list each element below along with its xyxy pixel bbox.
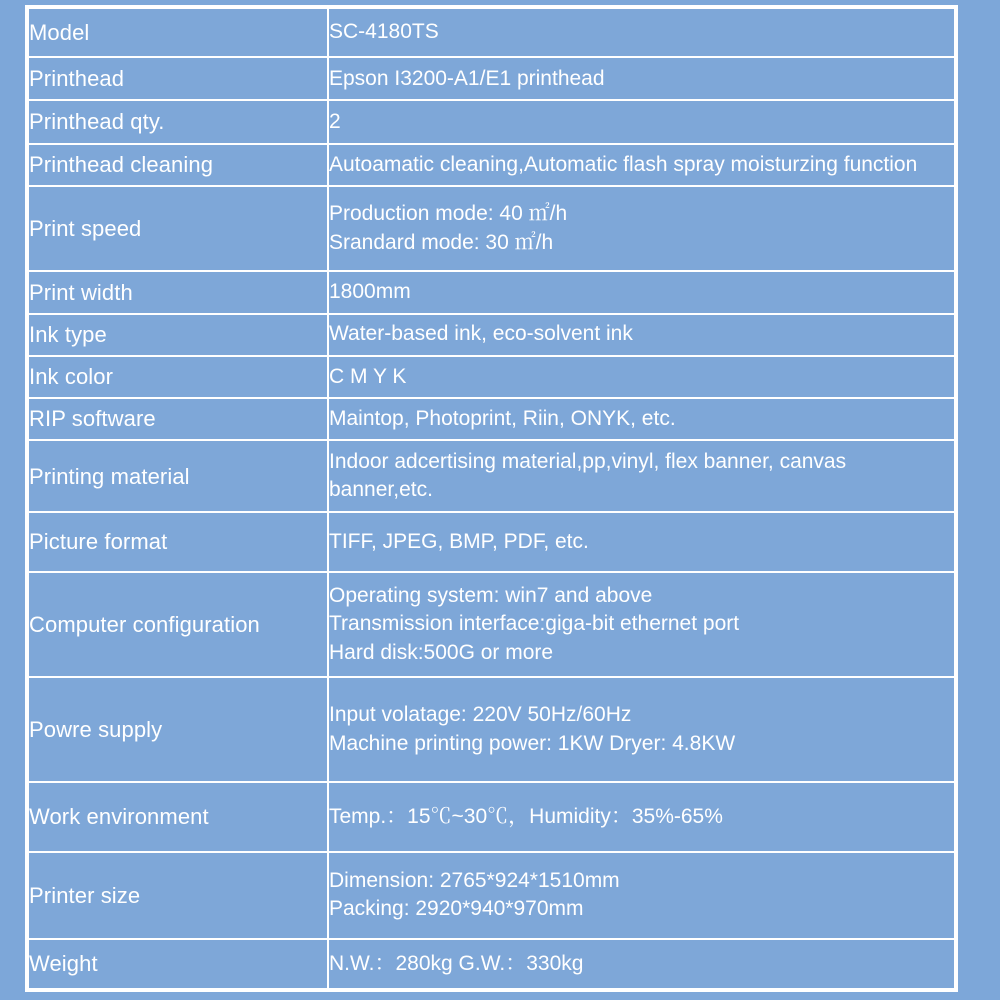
table-row (28, 8, 955, 57)
spec-value-line: 2 (329, 109, 341, 133)
spec-value-line: Srandard mode: 30 ㎡/h (329, 230, 554, 254)
spec-value-line: Production mode: 40 ㎡/h (329, 202, 568, 226)
spec-label-cell (28, 271, 328, 313)
spec-value-line: Machine printing power: 1KW Dryer: 4.8KW (329, 731, 736, 755)
spec-label-text: Model (29, 19, 90, 45)
spec-label-text: Work environment (29, 804, 209, 830)
spec-label-text: Weight (29, 951, 98, 977)
spec-value-line: Hard disk:500G or more (329, 640, 554, 664)
spec-value-line: 1800mm (329, 280, 411, 304)
spec-label-text: Printhead (29, 66, 125, 92)
spec-label-cell (28, 100, 328, 143)
spec-value-line: Input volatage: 220V 50Hz/60Hz (329, 703, 632, 727)
spec-value-line: Water-based ink, eco-solvent ink (329, 322, 633, 346)
spec-label-cell (28, 8, 328, 57)
spec-value-line: Operating system: win7 and above (329, 584, 653, 608)
table-row (28, 440, 955, 512)
spec-label-text: Printhead qty. (29, 109, 165, 135)
spec-value-cell (328, 677, 955, 782)
spec-label-text: Print speed (29, 215, 142, 241)
table-row (28, 572, 955, 678)
spec-label-cell (28, 57, 328, 100)
spec-value-cell (328, 8, 955, 57)
spec-label-cell (28, 512, 328, 571)
table-row (28, 852, 955, 938)
table-row (28, 314, 955, 356)
spec-label-text: Printer size (29, 882, 141, 908)
table-row (28, 271, 955, 313)
spec-value-cell (328, 512, 955, 571)
table-row (28, 100, 955, 143)
table-row (28, 57, 955, 100)
spec-value-cell (328, 100, 955, 143)
table-row (28, 144, 955, 186)
spec-label-text: Picture format (29, 529, 168, 555)
spec-value-cell (328, 852, 955, 938)
spec-label-text: Ink color (29, 364, 114, 390)
spec-label-text: Printing material (29, 463, 190, 489)
spec-value-line: Temp.：15℃~30℃，Humidity：35%-65% (329, 804, 723, 828)
spec-value-cell (328, 271, 955, 313)
spec-value-cell (328, 356, 955, 398)
spec-label-cell (28, 314, 328, 356)
spec-label-cell (28, 398, 328, 440)
spec-label-text: RIP software (29, 406, 156, 432)
spec-table-body (28, 8, 955, 989)
spec-value-cell (328, 782, 955, 852)
spec-value-cell (328, 398, 955, 440)
spec-label-cell (28, 186, 328, 271)
spec-value-line: N.W.：280kg G.W.：330kg (329, 951, 584, 975)
spec-value-line: TIFF, JPEG, BMP, PDF, etc. (329, 529, 589, 553)
spec-label-text: Print width (29, 279, 133, 305)
table-row (28, 186, 955, 271)
spec-value-cell (328, 186, 955, 271)
printer-spec-table (27, 7, 956, 990)
spec-label-cell (28, 440, 328, 512)
spec-label-text: Ink type (29, 321, 107, 347)
table-row (28, 512, 955, 571)
spec-label-cell (28, 572, 328, 678)
spec-label-cell (28, 782, 328, 852)
table-row (28, 398, 955, 440)
spec-value-line: SC-4180TS (329, 20, 439, 44)
table-row (28, 782, 955, 852)
spec-label-cell (28, 144, 328, 186)
spec-value-line: Maintop, Photoprint, Riin, ONYK, etc. (329, 406, 676, 430)
spec-value-cell (328, 144, 955, 186)
spec-value-line: Transmission interface:giga-bit ethernet port (329, 612, 740, 636)
spec-label-cell (28, 852, 328, 938)
spec-value-line: C M Y K (329, 364, 407, 388)
spec-value-cell (328, 314, 955, 356)
spec-label-text: Powre supply (29, 716, 163, 742)
spec-value-line: Packing: 2920*940*970mm (329, 897, 584, 921)
spec-value-line: Autoamatic cleaning,Automatic flash spray moisturzing function (329, 152, 918, 176)
spec-value-cell (328, 57, 955, 100)
spec-value-cell (328, 572, 955, 678)
table-row (28, 356, 955, 398)
spec-value-cell (328, 939, 955, 989)
spec-value-line: Indoor adcertising material,pp,vinyl, flex banner, canvas banner,etc. (329, 449, 847, 502)
spec-value-cell (328, 440, 955, 512)
spec-label-text: Printhead cleaning (29, 152, 214, 178)
spec-label-cell (28, 677, 328, 782)
spec-label-text: Computer configuration (29, 611, 260, 637)
spec-label-cell (28, 356, 328, 398)
table-row (28, 677, 955, 782)
spec-value-line: Epson I3200-A1/E1 printhead (329, 66, 605, 90)
table-row (28, 939, 955, 989)
spec-table-container (25, 5, 958, 992)
spec-label-cell (28, 939, 328, 989)
spec-value-line: Dimension: 2765*924*1510mm (329, 869, 620, 893)
